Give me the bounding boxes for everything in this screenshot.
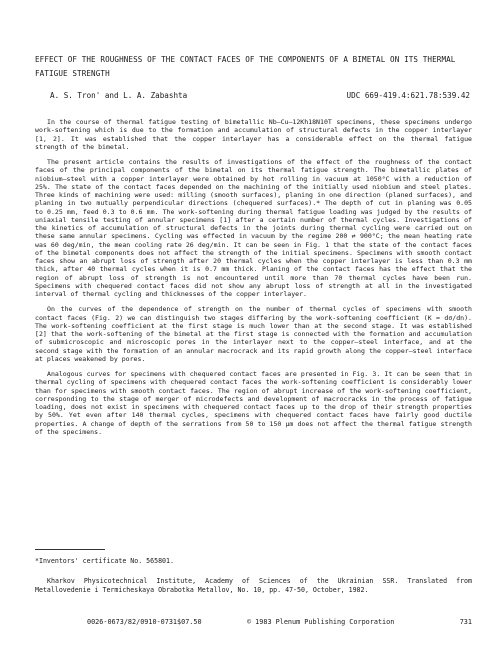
footnote: *Inventors' certificate No. 565801. bbox=[35, 557, 174, 565]
issn-code: 0026-0673/82/0910-0731$07.50 bbox=[87, 618, 202, 626]
article-body bbox=[35, 118, 472, 443]
paragraph: Analogous curves for specimens with chequered contact faces are presented in Fig. 3. It can be seen that in thermal cycling of specimens with chequered contact faces the work-softening coefficient is considerably lower than for specimens with smooth contact faces. The region of abrupt increase of the work-softening coefficient, corresponding to the stage of merger of microdefects and development of macrocracks in the process of fatigue loading, does not exist in specimens with chequered contact faces up to the drop of their strength properties by 50%. Yet even after 140 thermal cycles, specimens with chequered contact faces have fairly good ductile properties. A change of depth of the serrations from 50 to 150 μm does not affect the thermal fatigue strength of the specimens. bbox=[35, 370, 472, 436]
affiliation-note: Kharkov Physicotechnical Institute, Academy of Sciences of the Ukrainian SSR. Translated from Metallovedenie i Termicheskaya Obrabotka Metallov, No. 10, pp. 47-50, October, 1982. bbox=[35, 577, 472, 594]
paragraph: The present article contains the results of investigations of the effect of the roughness of the contact faces of the principal components of the bimetal on its thermal fatigue strength. The bimetallic plates of niobium–steel with a copper interlayer were obtained by hot rolling in vacuum at 1050°C with a reduction of 25%. The state of the contact faces depended on the machining of the initially used niobium and steel plates. Three kinds of machining were used: milling (smooth surfaces), planing in one direction (planed surfaces), and planing in two mutually perpendicular directions (chequered surfaces).* The depth of cut in planing was 0.05 to 0.25 mm, feed 0.3 to 0.6 mm. The work-softening during thermal fatigue loading was judged by the results of uniaxial tensile testing of annular specimens [1] after a certain number of thermal cycles. Investigations of the kinetics of accumulation of structural defects in the joints during thermal cycling were carried out on these same annular specimens. Cycling was effected in vacuum by the regime 200 ⇄ 900°C; the mean heating rate was 60 deg/min, the mean cooling rate 26 deg/min. It can be seen in Fig. 1 that the state of the contact faces of the bimetal components does not affect the strength of the initial specimens. Specimens with smooth contact faces show an abrupt loss of strength after 20 thermal cycles when the copper interlayer is less than 0.3 mm thick, after 40 thermal cycles when it is 0.7 mm thick. Planing of the contact faces has the effect that the region of abrupt loss of strength is not encountered until more than 70 thermal cycles have been run. Specimens with chequered contact faces did not show any abrupt loss of strength at all in the investigated interval of thermal cycling and thicknesses of the copper interlayer. bbox=[35, 158, 472, 298]
article-title: EFFECT OF THE ROUGHNESS OF THE CONTACT FACES OF THE COMPONENTS OF A BIMETAL ON ITS THERMAL FATIGUE STRENGTH bbox=[35, 55, 456, 78]
page-number: 731 bbox=[459, 618, 472, 626]
paragraph: On the curves of the dependence of strength on the number of thermal cycles of specimens with smooth contact faces (Fig. 2) we can distinguish two stages differing by the work-softening coefficient (K = dσ/dn). The work-softening coefficient at the first stage is much lower than at the second stage. It was established [2] that the work-softening of the bimetal at the first stage is connected with the formation and accumulation of submicroscopic and microscopic pores in the interlayer next to the copper–steel interface, and at the second stage with the formation of an annular macrocrack and its rapid growth along the copper–steel interface at places weakened by pores. bbox=[35, 305, 472, 363]
udc-code: UDC 669-419.4:621.78:539.42 bbox=[346, 91, 470, 100]
copyright-notice: © 1983 Plenum Publishing Corporation bbox=[247, 618, 395, 626]
authors: A. S. Tron' and L. A. Zabashta bbox=[50, 91, 188, 100]
footnote-divider bbox=[35, 549, 105, 550]
paragraph: In the course of thermal fatigue testing of bimetallic Nb–Cu–12Kh18N10T specimens, these specimens undergo work-softening which is due to the formation and accumulation of structural defects in the copper interlayer [1, 2]. It was established that the copper interlayer has a considerable effect on the thermal fatigue strength of the bimetal. bbox=[35, 118, 472, 151]
